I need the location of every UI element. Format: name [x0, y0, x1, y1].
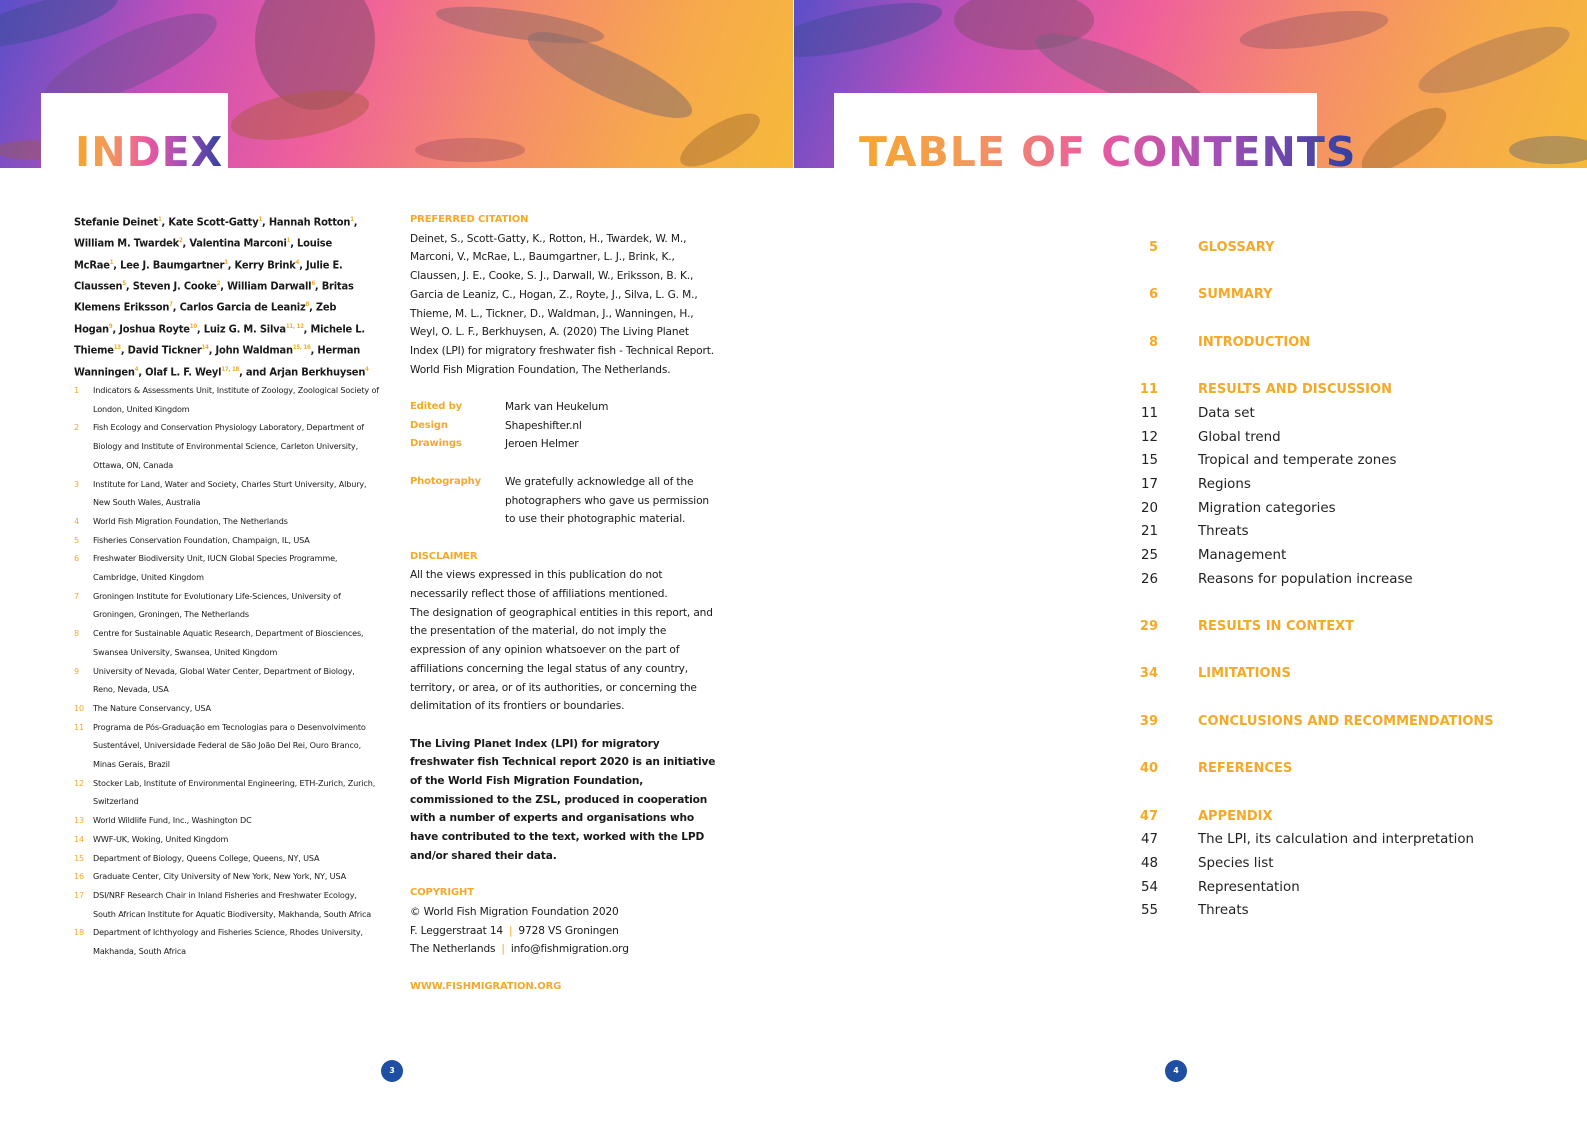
affiliation-item	[74, 531, 379, 550]
toc-entry-label: Reasons for population increase	[1198, 571, 1413, 587]
author-separator: ,	[262, 215, 269, 229]
index-page	[0, 0, 793, 1122]
toc-page-number: 15	[1140, 453, 1158, 469]
toc-subsection-entry[interactable]	[1124, 852, 1524, 876]
toc-subsection-entry[interactable]	[1124, 828, 1524, 852]
address-line	[410, 922, 720, 941]
author-affiliation-ref: 4	[295, 258, 300, 266]
affiliation-text: Stocker Lab, Institute of Environmental Engineering, ETH-Zurich, Zurich, Switzerland	[93, 777, 376, 807]
affiliation-list	[74, 381, 379, 961]
affiliation-text: Fish Ecology and Conservation Physiology Laboratory, Department of Biology and Institute of Environmental Science, Carleton University, Ottawa, ON, Canada	[93, 422, 364, 470]
author-name: David Tickner	[127, 343, 202, 357]
toc-subsection-entry[interactable]	[1124, 426, 1524, 450]
email-link[interactable]: info@fishmigration.org	[510, 943, 629, 956]
affiliation-number: 13	[74, 815, 84, 826]
author-name: William M. Twardek	[74, 237, 179, 251]
toc-entry-label: Migration categories	[1198, 500, 1336, 516]
toc-page-number: 39	[1139, 713, 1158, 729]
affiliation-item	[74, 718, 379, 774]
author-separator: ,	[353, 215, 358, 229]
toc-entry-label: Representation	[1198, 879, 1300, 895]
toc-entry-label: Species list	[1198, 855, 1274, 871]
credit-value: Shapeshifter.nl	[505, 419, 582, 432]
author-name: Kate Scott-Gatty	[168, 215, 259, 229]
author-name: Julie E. Claussen	[74, 258, 343, 293]
toc-spacer	[1124, 781, 1524, 805]
toc-page-number: 11	[1140, 405, 1158, 421]
author-name: Kerry Brink	[234, 258, 296, 272]
affiliation-number: 7	[74, 590, 79, 601]
affiliation-item	[74, 849, 379, 868]
toc-spacer	[1124, 733, 1524, 757]
page-title: TABLE OF CONTENTS	[859, 128, 1357, 176]
affiliation-text: Groningen Institute for Evolutionary Life-Sciences, University of Groningen, Groningen, The Netherlands	[93, 590, 341, 620]
toc-page-number: 8	[1148, 334, 1158, 350]
affiliation-text: Indicators & Assessments Unit, Institute of Zoology, Zoological Society of London, United Kingdom	[93, 385, 379, 414]
author-separator: ,	[290, 237, 298, 251]
author-separator: ,	[220, 279, 228, 293]
author-affiliation-ref: 1	[109, 258, 114, 266]
author-separator: , and	[239, 365, 270, 379]
toc-page-number: 25	[1140, 547, 1158, 563]
affiliation-item	[74, 811, 379, 830]
affiliation-number: 9	[74, 665, 79, 676]
toc-entry-label: GLOSSARY	[1198, 240, 1275, 255]
credit-row	[410, 435, 720, 454]
affiliation-number: 4	[74, 515, 79, 526]
toc-page-number: 47	[1139, 808, 1158, 824]
affiliation-item	[74, 830, 379, 849]
toc-subsection-entry[interactable]	[1124, 544, 1524, 568]
affiliation-item	[74, 549, 379, 586]
author-separator: ,	[138, 365, 146, 379]
author-affiliation-ref: 2	[216, 280, 221, 288]
author-separator: ,	[172, 301, 180, 315]
affiliation-number: 8	[74, 628, 79, 639]
affiliation-item	[74, 699, 379, 718]
affiliation-text: WWF-UK, Woking, United Kingdom	[93, 833, 229, 844]
affiliation-text: Programa de Pós-Graduação em Tecnologias para o Desenvolvimento Sustentável, Universidade Federal de São João Del Rei, Ouro Branco, Minas Gerais, Brazil	[93, 721, 366, 770]
author-name: Hannah Rotton	[268, 215, 351, 229]
author-affiliation-ref: 1	[157, 216, 162, 223]
affiliation-number: 15	[74, 852, 84, 863]
credit-row	[410, 398, 720, 417]
affiliation-item	[74, 624, 379, 661]
toc-section-entry[interactable]	[1124, 283, 1524, 307]
toc-page-number: 11	[1139, 382, 1158, 398]
separator: |	[501, 943, 505, 956]
toc-spacer	[1124, 639, 1524, 663]
toc-entry-label: RESULTS IN CONTEXT	[1198, 619, 1355, 634]
author-separator: ,	[309, 301, 316, 315]
toc-entry-label: Regions	[1198, 476, 1251, 492]
toc-page-number: 54	[1140, 879, 1158, 895]
affiliation-item	[74, 774, 379, 811]
page-number-badge: 3	[381, 1060, 403, 1082]
author-name: Britas Klemens Eriksson	[74, 279, 354, 315]
affiliation-text: Department of Biology, Queens College, Queens, NY, USA	[93, 852, 320, 863]
toc-entry-label: Data set	[1198, 405, 1255, 421]
author-affiliation-ref: 5	[122, 280, 126, 288]
toc-spacer	[1124, 354, 1524, 378]
affiliation-text: Department of Ichthyology and Fisheries Science, Rhodes University, Makhanda, South Africa	[93, 927, 363, 957]
author-name: Luiz G. M. Silva	[203, 322, 286, 336]
affiliation-text: World Fish Migration Foundation, The Netherlands	[93, 515, 288, 526]
author-affiliation-ref: 4	[365, 365, 369, 373]
toc-page-number: 17	[1140, 476, 1158, 492]
author-name: Valentina Marconi	[189, 237, 287, 251]
toc-entry-label: CONCLUSIONS AND RECOMMENDATIONS	[1198, 713, 1494, 729]
toc-entry-label: Threats	[1198, 524, 1249, 540]
photography-text: We gratefully acknowledge all of the photographers who gave us permission to use their photographic material.	[505, 475, 709, 526]
toc-page-number: 40	[1139, 761, 1158, 777]
toc-section-entry[interactable]	[1124, 236, 1524, 260]
author-affiliation-ref: 9	[108, 322, 113, 330]
toc-subsection-entry[interactable]	[1124, 568, 1524, 592]
toc-page-number: 34	[1139, 666, 1158, 682]
toc-spacer	[1124, 591, 1524, 615]
author-name: Joshua Royte	[119, 322, 190, 336]
author-separator: ,	[112, 322, 120, 336]
affiliation-text: The Nature Conservancy, USA	[93, 702, 211, 713]
author-affiliation-ref: 8	[305, 301, 310, 309]
affiliation-text: Fisheries Conservation Foundation, Champaign, IL, USA	[93, 534, 310, 545]
toc-entry-label: SUMMARY	[1198, 287, 1273, 303]
author-name: Michele L. Thieme	[74, 322, 365, 357]
toc-entry-label: INTRODUCTION	[1198, 334, 1311, 350]
author-separator: ,	[303, 322, 311, 336]
toc-subsection-entry[interactable]	[1124, 497, 1524, 521]
author-affiliation-ref: 3	[224, 258, 228, 266]
toc-section-entry[interactable]	[1124, 331, 1524, 355]
affiliation-number: 16	[74, 871, 84, 882]
author-name: Louise McRae	[74, 237, 332, 272]
affiliation-item	[74, 923, 379, 960]
author-affiliation-ref: 11, 12	[285, 322, 304, 330]
affiliation-item	[74, 662, 379, 699]
author-name: Herman Wanningen	[74, 343, 361, 379]
toc-section-entry[interactable]	[1124, 710, 1524, 734]
disclaimer-text-1: All the views expressed in this publication do not necessarily reflect those of affiliations mentioned.	[410, 569, 668, 601]
affiliation-text: World Wildlife Fund, Inc., Washington DC	[93, 815, 252, 826]
toc-page-number: 47	[1140, 832, 1158, 848]
toc-page-number: 12	[1140, 429, 1158, 445]
separator: |	[509, 924, 513, 937]
citation-text: Deinet, S., Scott-Gatty, K., Rotton, H., Twardek, W. M., Marconi, V., McRae, L., Baumgartner, L. J., Brink, K., Claussen, J. E., Cooke, S. J., Darwall, W., Eriksson, B. K., Garcia de Leaniz, C., Hogan, Z., Royte, J., Silva, L. G. M., Thieme, M. L., Tickner, D., Waldman, J., Wanningen, H., Weyl, O. L. F., Berkhuysen, A. (2020) The Living Planet Index (LPI) for migratory freshwater fish - Technical Report. World Fish Migration Foundation, The Netherlands.	[410, 232, 714, 376]
photography-label: Photography	[410, 475, 481, 487]
toc-entry-label: Tropical and temperate zones	[1198, 453, 1397, 469]
citation-label: PREFERRED CITATION	[410, 214, 529, 225]
credit-label: Drawings	[410, 438, 462, 450]
affiliation-text: Graduate Center, City University of New York, New York, NY, USA	[93, 871, 346, 882]
toc-page-number: 20	[1140, 500, 1158, 516]
toc-entry-label: REFERENCES	[1198, 761, 1293, 777]
toc-entry-label: Threats	[1198, 903, 1249, 919]
author-affiliation-ref: 15, 16	[292, 344, 311, 352]
toc-page-number: 29	[1139, 619, 1158, 634]
toc-entry-label: The LPI, its calculation and interpretation	[1198, 832, 1475, 848]
affiliation-item	[74, 475, 379, 512]
toc-entry-label: Management	[1198, 547, 1287, 563]
toc-subsection-entry[interactable]	[1124, 899, 1524, 923]
affiliation-text: University of Nevada, Global Water Center, Department of Biology, Reno, Nevada, USA	[93, 665, 355, 695]
toc-page-number: 55	[1140, 903, 1158, 919]
affiliation-text: Freshwater Biodiversity Unit, IUCN Global Species Programme, Cambridge, United Kingdom	[93, 553, 338, 583]
credits-list	[410, 398, 720, 454]
affiliation-text: DSI/NRF Research Chair in Inland Fisheries and Freshwater Ecology, South African Institute for Aquatic Biodiversity, Makhanda, South Africa	[93, 889, 372, 919]
author-name: Steven J. Cooke	[132, 279, 217, 293]
toc-section-entry[interactable]	[1124, 662, 1524, 686]
affiliation-item	[74, 587, 379, 624]
credit-row	[410, 417, 720, 436]
toc-subsection-entry[interactable]	[1124, 520, 1524, 544]
affiliation-number: 6	[74, 553, 79, 564]
affiliation-item	[74, 512, 379, 531]
author-affiliation-ref: 13	[113, 344, 121, 352]
affiliation-number: 14	[74, 833, 84, 844]
toc-subsection-entry[interactable]	[1124, 449, 1524, 473]
photography-credit	[410, 473, 720, 529]
contact-line	[410, 940, 720, 959]
toc-page-number: 26	[1140, 571, 1158, 587]
author-separator: ,	[161, 215, 169, 229]
affiliation-text: Institute for Land, Water and Society, Charles Sturt University, Albury, New South Wales, Australia	[93, 478, 367, 508]
credit-label: Edited by	[410, 401, 462, 413]
affiliation-number: 1	[74, 385, 79, 395]
author-separator: ,	[182, 237, 190, 251]
toc-spacer	[1124, 260, 1524, 284]
affiliation-number: 12	[74, 777, 84, 788]
author-name: John Waldman	[215, 343, 293, 357]
author-name: Olaf L. F. Weyl	[145, 365, 222, 379]
copyright-line: © World Fish Migration Foundation 2020	[410, 905, 619, 918]
website-link[interactable]: WWW.FISHMIGRATION.ORG	[410, 980, 562, 992]
toc-section-entry[interactable]	[1124, 378, 1524, 402]
affiliation-number: 3	[74, 478, 79, 489]
author-affiliation-ref: 1	[286, 237, 291, 245]
author-affiliation-ref: 14	[201, 344, 209, 352]
toc-subsection-entry[interactable]	[1124, 473, 1524, 497]
affiliation-number: 5	[74, 534, 79, 545]
address-country: The Netherlands	[410, 943, 496, 956]
author-name: Carlos Garcia de Leaniz	[179, 301, 306, 315]
affiliation-item	[74, 867, 379, 886]
credit-value: Jeroen Helmer	[505, 438, 579, 451]
author-name: William Darwall	[227, 279, 312, 293]
disclaimer-text-2: The designation of geographical entities in this report, and the presentation of the material, do not imply the expression of any opinion whatsoever on the part of affiliations concerning the legal status of any country, territory, or area, or of its authorities, or concerning the delimitation of its frontiers or boundaries.	[410, 606, 713, 713]
author-list	[74, 211, 374, 382]
toc-spacer	[1124, 307, 1524, 331]
author-separator: ,	[314, 279, 322, 293]
table-of-contents	[1124, 236, 1524, 923]
toc-spacer	[1124, 686, 1524, 710]
disclaimer-label: DISCLAIMER	[410, 550, 478, 562]
affiliation-item	[74, 381, 379, 418]
author-separator: ,	[120, 343, 128, 357]
address-street: F. Leggerstraat 14	[410, 924, 503, 937]
author-name: Arjan Berkhuysen	[269, 365, 366, 379]
author-name: Zeb Hogan	[74, 301, 337, 336]
toc-page-number: 6	[1148, 287, 1158, 303]
author-affiliation-ref: 10	[189, 322, 197, 330]
author-separator: ,	[227, 258, 235, 272]
affiliation-number: 17	[74, 889, 84, 900]
author-affiliation-ref: 6	[311, 280, 315, 288]
toc-subsection-entry[interactable]	[1124, 876, 1524, 900]
toc-subsection-entry[interactable]	[1124, 402, 1524, 426]
affiliation-number: 2	[74, 422, 79, 433]
author-separator: ,	[208, 343, 216, 357]
toc-page-number: 21	[1140, 524, 1158, 540]
affiliation-number: 11	[74, 721, 84, 732]
author-separator: ,	[113, 258, 121, 272]
author-affiliation-ref: 1	[258, 216, 263, 223]
page-number-badge: 4	[1165, 1060, 1187, 1082]
affiliation-number: 18	[74, 927, 84, 938]
author-affiliation-ref: 1	[350, 216, 354, 223]
table-of-contents-page	[794, 0, 1587, 1122]
affiliation-number: 10	[74, 702, 84, 713]
author-separator: ,	[299, 258, 307, 272]
initiative-statement: The Living Planet Index (LPI) for migratory freshwater fish Technical report 2020 is an initiative of the World Fish Migration Foundation, commissioned to the ZSL, produced in cooperation with a number of experts and organisations who have contributed to the text, worked with the LPD and/or shared their data.	[410, 737, 716, 862]
affiliation-item	[74, 886, 379, 923]
affiliation-item	[74, 418, 379, 474]
page-title: INDEX	[75, 128, 224, 176]
toc-page-number: 5	[1148, 240, 1158, 255]
publication-info	[410, 211, 720, 996]
toc-page-number: 48	[1140, 855, 1158, 871]
author-separator: ,	[196, 322, 204, 336]
author-affiliation-ref: 2	[178, 237, 183, 245]
toc-entry-label: Global trend	[1198, 429, 1281, 445]
author-affiliation-ref: 4	[134, 365, 139, 373]
toc-entry-label: APPENDIX	[1198, 808, 1273, 824]
credit-label: Design	[410, 419, 448, 431]
toc-entry-label: LIMITATIONS	[1198, 666, 1291, 682]
author-affiliation-ref: 7	[169, 301, 173, 309]
affiliation-text: Centre for Sustainable Aquatic Research, Department of Biosciences, Swansea University, Swansea, United Kingdom	[93, 628, 364, 657]
author-separator: ,	[310, 343, 318, 357]
author-name: Stefanie Deinet	[74, 215, 158, 229]
toc-section-entry[interactable]	[1124, 615, 1524, 639]
author-separator: ,	[125, 279, 133, 293]
toc-entry-label: RESULTS AND DISCUSSION	[1198, 382, 1392, 398]
toc-section-entry[interactable]	[1124, 757, 1524, 781]
toc-section-entry[interactable]	[1124, 805, 1524, 829]
author-affiliation-ref: 17, 18	[221, 365, 240, 373]
address-city: 9728 VS Groningen	[518, 924, 619, 937]
author-name: Lee J. Baumgartner	[120, 258, 225, 272]
copyright-label: COPYRIGHT	[410, 887, 474, 899]
credit-value: Mark van Heukelum	[505, 401, 609, 414]
